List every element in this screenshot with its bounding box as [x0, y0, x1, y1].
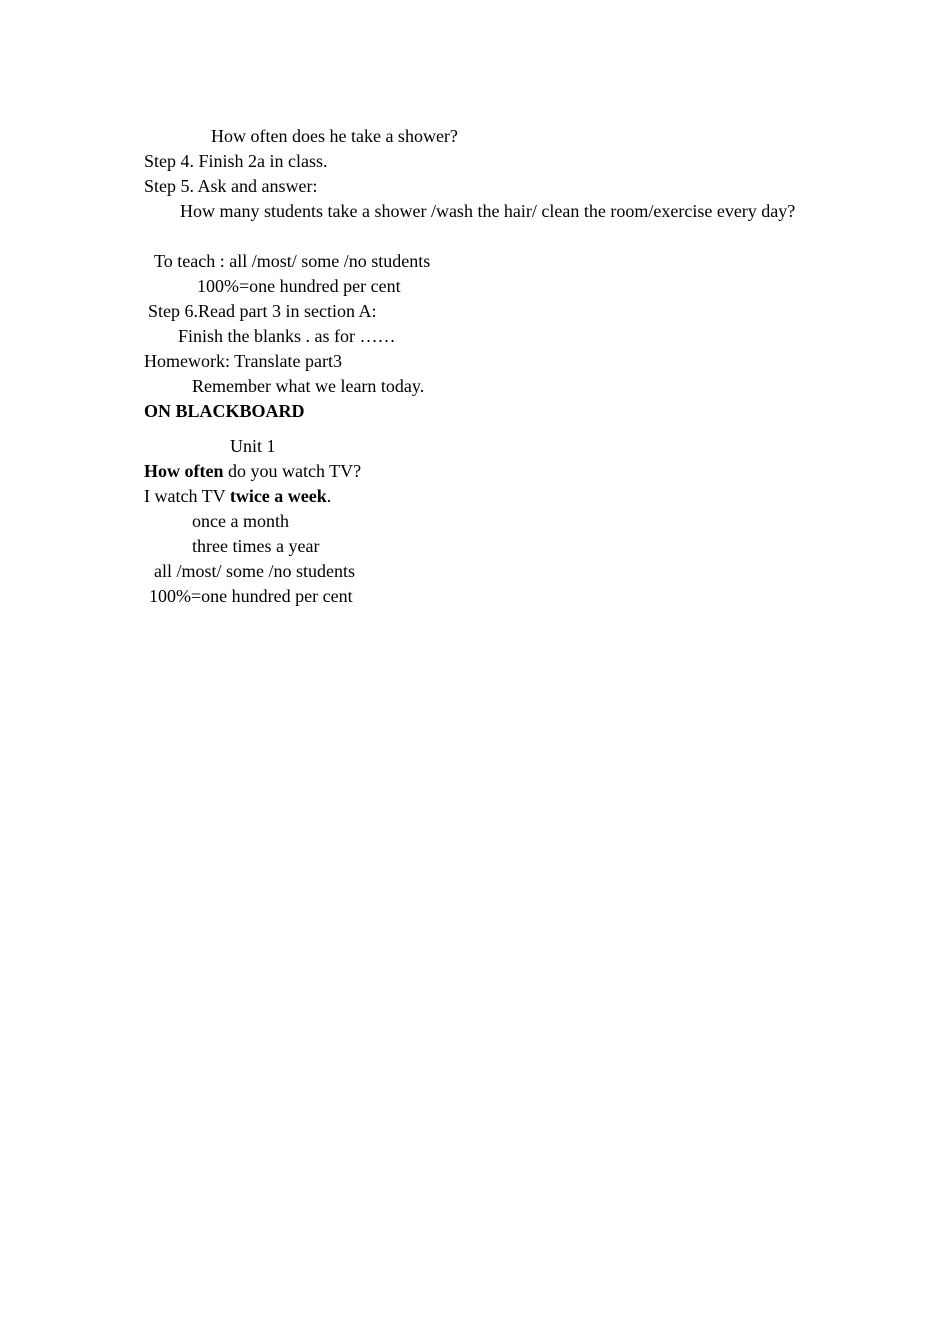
how-often-bold: How often [144, 461, 224, 481]
unit-title: Unit 1 [230, 436, 276, 456]
blackboard-answer [144, 485, 331, 507]
step-5: Step 5. Ask and answer: [144, 176, 318, 196]
frequency-once-a-month: once a month [192, 511, 289, 531]
blackboard-heading: ON BLACKBOARD [144, 401, 305, 421]
blackboard-percent: 100%=one hundred per cent [149, 586, 353, 606]
blackboard-question [144, 460, 361, 482]
frequency-three-times-a-year: three times a year [192, 536, 320, 556]
step-5-question: How many students take a shower /wash the hair/ clean the room/exercise every day? [180, 201, 796, 221]
question-rest: do you watch TV? [223, 461, 362, 481]
twice-a-week-bold: twice a week [229, 486, 327, 506]
step-4: Step 4. Finish 2a in class. [144, 151, 328, 171]
blackboard-quantifiers: all /most/ some /no students [154, 561, 355, 581]
percent-line: 100%=one hundred per cent [197, 276, 401, 296]
step-6: Step 6.Read part 3 in section A: [148, 301, 377, 321]
answer-start: I watch TV [144, 486, 230, 506]
answer-end: . [326, 486, 332, 506]
homework-line: Homework: Translate part3 [144, 351, 342, 371]
remember-line: Remember what we learn today. [192, 376, 425, 396]
shower-question: How often does he take a shower? [211, 126, 458, 146]
finish-blanks-line: Finish the blanks . as for …… [178, 326, 396, 346]
to-teach-line: To teach : all /most/ some /no students [154, 251, 431, 271]
